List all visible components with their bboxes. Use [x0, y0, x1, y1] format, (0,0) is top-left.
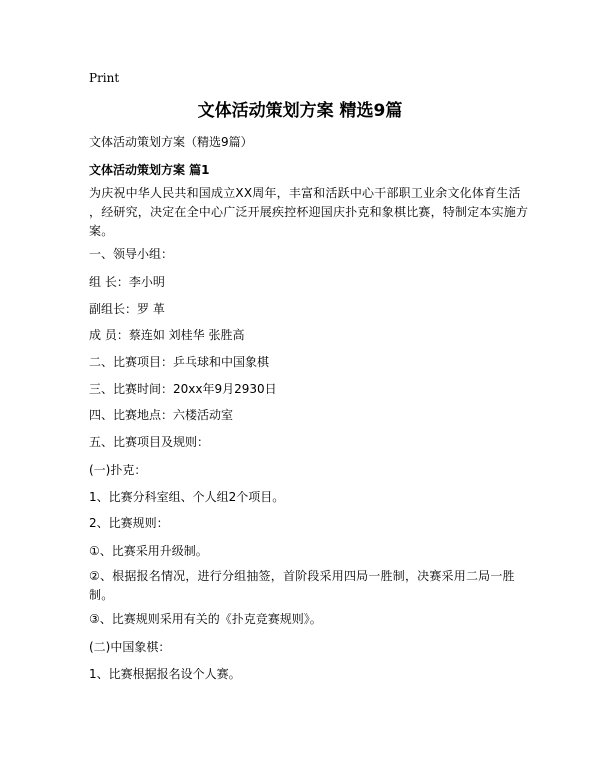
- section-heading: 文体活动策划方案 篇1: [89, 163, 210, 177]
- poker-item: 2、比赛规则：: [89, 516, 169, 530]
- poker-heading: (一)扑克：: [89, 463, 147, 477]
- chess-heading: (二)中国象棋：: [89, 640, 171, 654]
- poker-item: 1、比赛分科室组、个人组2个项目。: [89, 490, 285, 504]
- leadership-heading: 一、领导小组：: [89, 247, 174, 261]
- intro-line: 案。: [89, 224, 114, 238]
- print-link[interactable]: Print: [89, 71, 120, 85]
- leader-line: 组 长：李小明: [89, 275, 165, 289]
- rule-item: ③、比赛规则采用有关的《扑克竞赛规则》。: [89, 612, 322, 626]
- rule-line: ②、根据报名情况，进行分组抽签，首阶段采用四局一胜制，决赛采用二局一胜: [89, 569, 515, 583]
- intro-line: 为庆祝中华人民共和国成立XX周年，丰富和活跃中心干部职工业余文化体育生活: [89, 186, 521, 200]
- events-line: 二、比赛项目：乒乓球和中国象棋: [89, 355, 270, 369]
- members-line: 成 员：蔡连如 刘桂华 张胜高: [89, 328, 245, 342]
- rule-item: ①、比赛采用升级制。: [89, 544, 208, 558]
- deputy-leader-line: 副组长：罗 革: [89, 302, 165, 316]
- venue-line: 四、比赛地点：六楼活动室: [89, 408, 234, 422]
- rule-line: 制。: [89, 588, 114, 602]
- chess-item: 1、比赛根据报名设个人赛。: [89, 667, 241, 681]
- rules-heading: 五、比赛项目及规则：: [89, 435, 210, 449]
- rule-item-multiline: [89, 567, 517, 605]
- intro-line: ，经研究，决定在全中心广泛开展疾控杯迎国庆扑克和象棋比赛，特制定本实施方: [89, 205, 529, 219]
- intro-paragraph: [89, 184, 529, 241]
- document-subtitle: 文体活动策划方案（精选9篇）: [89, 135, 253, 149]
- time-line: 三、比赛时间：20xx年9月2930日: [89, 382, 277, 396]
- page-title: 文体活动策划方案 精选9篇: [197, 101, 403, 121]
